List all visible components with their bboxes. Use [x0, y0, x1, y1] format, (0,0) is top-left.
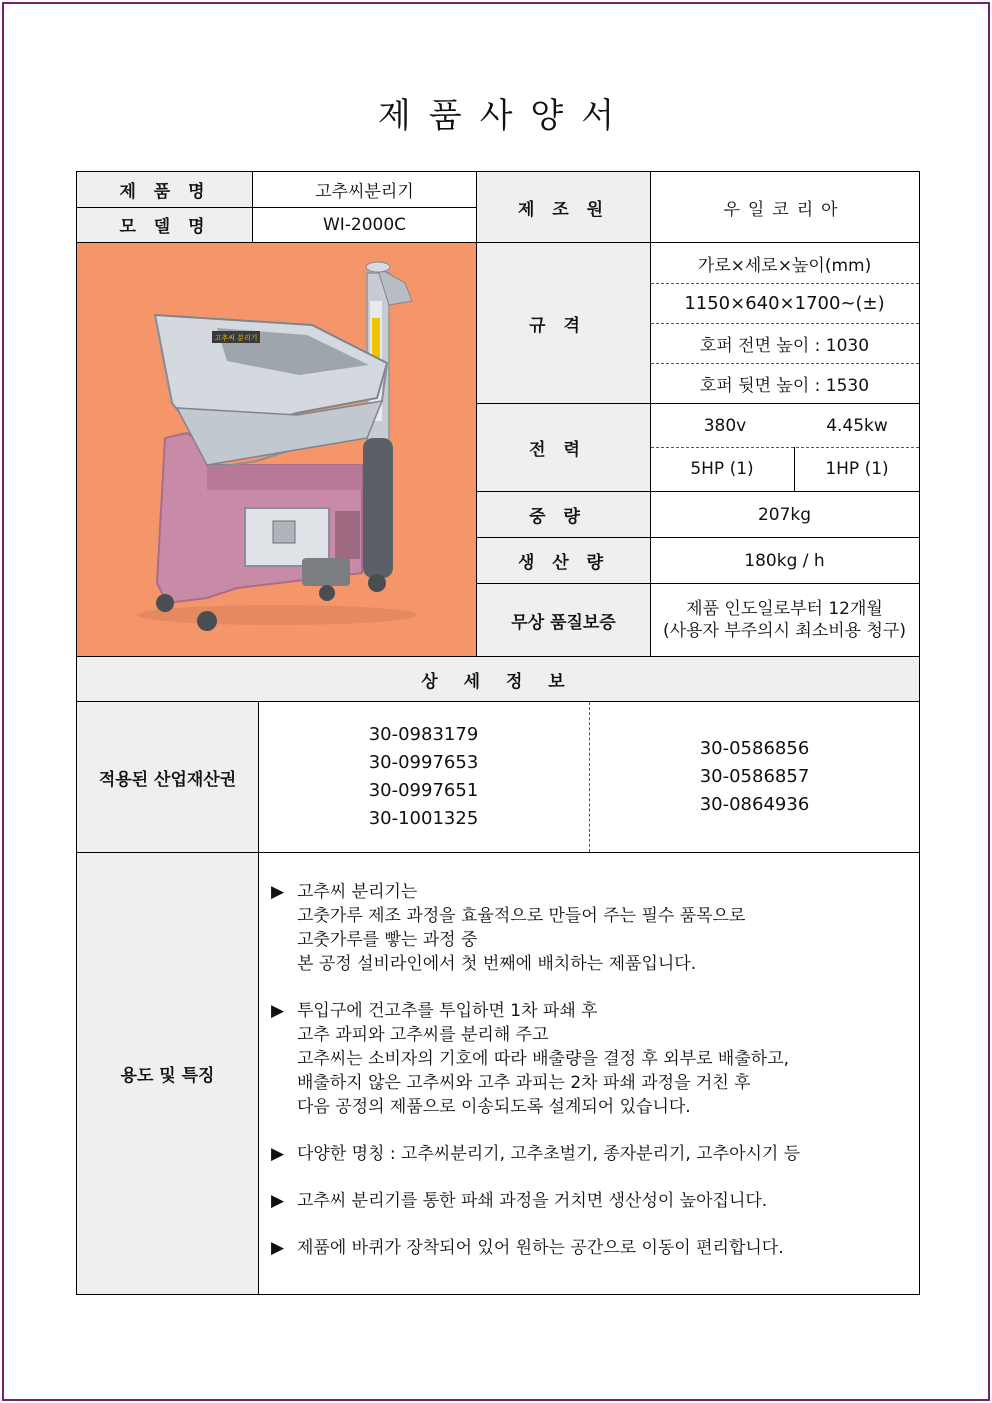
bullet-arrow-icon: ▶	[271, 1238, 285, 1258]
hopper-back-height: 호퍼 뒷면 높이 : 1530	[699, 375, 870, 396]
product-name-value: 고추씨분리기	[315, 182, 414, 202]
table-border	[76, 1294, 920, 1295]
table-line	[76, 701, 920, 702]
table-dashed-line	[651, 283, 919, 284]
details-header: 상 세 정 보	[77, 657, 919, 701]
ip-number: 30-0864936	[699, 794, 810, 815]
ip-number: 30-0997653	[368, 752, 479, 773]
warranty-label: 무상 품질보증	[477, 584, 650, 656]
manufacturer-value: 우일코리아	[723, 199, 846, 220]
bullet-arrow-icon: ▶	[271, 1144, 285, 1164]
table-line	[794, 447, 795, 491]
feature-block: ▶ 고추씨 분리기는 고춧가루 제조 과정을 효율적으로 만들어 주는 필수 품목으로 고춧가루를 빻는 과정 중 본 공정 설비라인에서 첫 번째에 배치하는 제품입니다.	[271, 882, 746, 974]
ip-number: 30-0586856	[699, 738, 810, 759]
motor1-value: 5HP (1)	[690, 459, 754, 479]
ip-number: 30-0586857	[699, 766, 810, 787]
voltage-value: 380v	[703, 415, 747, 436]
table-border	[76, 171, 77, 1295]
power-label: 전력	[477, 404, 650, 491]
feature-block: ▶ 제품에 바퀴가 장착되어 있어 원하는 공간으로 이동이 편리합니다.	[271, 1238, 784, 1258]
ip-number: 30-1001325	[368, 808, 479, 829]
feature-block: ▶ 투입구에 건고추를 투입하면 1차 파쇄 후 고추 과피와 고추씨를 분리해 주고 고추씨는 소비자의 기호에 따라 배출량을 결정 후 외부로 배출하고, 배출하지 않은 고추씨와 고추 과피는 2차 파쇄 과정을 거친 후 다음 공정의 제품으로 이송되도록 설계되어 있습니다.	[271, 1001, 790, 1117]
table-line	[76, 242, 920, 243]
warranty-line2: (사용자 부주의시 최소비용 청구)	[663, 621, 906, 641]
table-line	[650, 171, 651, 657]
ip-list-right	[590, 702, 919, 852]
manufacturer-label: 제 조 원	[477, 172, 650, 242]
table-line	[476, 403, 920, 404]
product-name-label: 제 품 명	[77, 172, 253, 207]
features-label: 용도 및 특징	[77, 853, 258, 1294]
table-border	[76, 171, 920, 172]
table-dashed-line	[651, 323, 919, 324]
table-line	[476, 537, 920, 538]
machine-sign-text: 고추씨 분리기	[214, 334, 258, 342]
table-line	[476, 583, 920, 584]
capacity-value: 180kg / h	[744, 550, 825, 571]
table-dashed-line	[651, 363, 919, 364]
table-line	[258, 701, 259, 1295]
capacity-label: 생 산 량	[477, 538, 650, 583]
bullet-arrow-icon: ▶	[271, 882, 285, 902]
wattage-value: 4.45kw	[826, 415, 888, 436]
table-border	[919, 171, 920, 1295]
warranty-value	[650, 584, 919, 656]
table-line	[76, 656, 920, 657]
motor2-value: 1HP (1)	[825, 459, 889, 479]
model-label: 모 델 명	[77, 207, 253, 242]
table-line	[76, 852, 920, 853]
product-photo	[77, 243, 476, 656]
feature-block: ▶ 고추씨 분리기를 통한 파쇄 과정을 거치면 생산성이 높아집니다.	[271, 1191, 768, 1211]
size-value: 1150×640×1700~(±)	[684, 292, 885, 314]
ip-number: 30-0997651	[368, 780, 479, 801]
model-value: WI-2000C	[322, 214, 407, 235]
bullet-arrow-icon: ▶	[271, 1191, 285, 1211]
feature-block: ▶ 다양한 명칭 : 고추씨분리기, 고추초벌기, 종자분리기, 고추아시기 등	[271, 1144, 801, 1164]
features-list	[271, 880, 911, 1283]
table-dashed-line	[651, 447, 919, 448]
table-line	[76, 207, 477, 208]
warranty-line1: 제품 인도일로부터 12개월	[686, 599, 883, 619]
table-line	[476, 171, 477, 657]
seed-separator-machine-illustration	[77, 243, 476, 656]
size-header: 가로×세로×높이(mm)	[697, 255, 872, 276]
size-label: 규격	[477, 243, 650, 403]
table-line	[252, 171, 253, 243]
weight-value: 207kg	[757, 504, 812, 525]
hopper-front-height: 호퍼 전면 높이 : 1030	[699, 335, 870, 356]
bullet-arrow-icon: ▶	[271, 1001, 285, 1021]
weight-label: 중량	[477, 492, 650, 537]
ip-list-left	[258, 702, 589, 852]
ip-number: 30-0983179	[368, 724, 479, 745]
table-line	[476, 491, 920, 492]
document-title: 제품사양서	[377, 96, 633, 136]
ip-label: 적용된 산업재산권	[77, 702, 258, 852]
table-dashed-line	[589, 702, 590, 852]
